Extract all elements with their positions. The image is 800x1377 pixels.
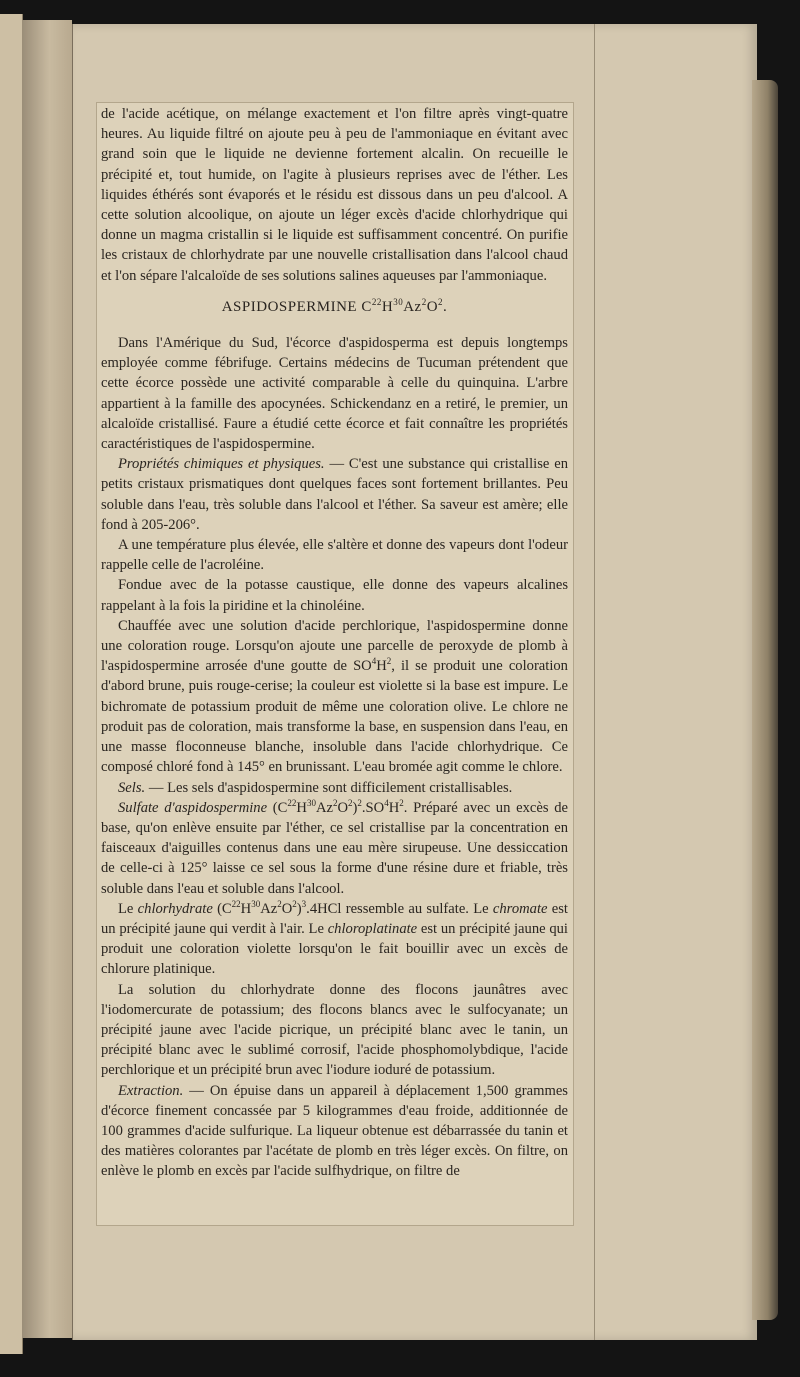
text-run: Chauffée avec une solution d'acide perchlorique, l'aspidospermine donne une coloration rouge. Lorsqu'on ajoute une parcelle de peroxyde de plomb à l'aspidospermine arrosée d'une goutte de SO [101, 617, 568, 675]
paragraph [101, 333, 568, 454]
text-run: 2 [421, 296, 427, 307]
text-run: ASPIDOSPERMINE C [221, 298, 372, 315]
page-fold-line [594, 24, 595, 1340]
text-run: 30 [393, 296, 404, 307]
text-run: .4HCl ressemble au sulfate. Le [306, 900, 493, 917]
facing-page-edge [0, 14, 23, 1354]
text-run: Sels. [118, 779, 146, 796]
text-run: est un précipité jaune qui verdit à l'air. Le [101, 900, 568, 937]
text-run: — C'est une substance qui cristallise en petits cristaux prismatiques dont quelques faces sont fortement brillantes. Peu soluble dans l'eau, très soluble dans l'alcool et l'éther. Sa saveur est amère; elle fond à 205-206°. [101, 456, 568, 533]
text-run: — Les sels d'aspidospermine sont difficilement cristallisables. [145, 779, 513, 796]
text-run: — On épuise dans un appareil à déplacement 1,500 grammes d'écorce finement concassée par 5 kilogrammes d'eau froide, additionnée de 100 grammes d'acide sulfurique. La liqueur obtenue est débarrassée du tanin et des matières colorantes par l'acétate de plomb en très léger excès. On filtre, on enlève le plomb en excès par l'acide sulfhydrique, on filtre de [101, 1082, 568, 1180]
text-run: O [426, 298, 439, 315]
paragraph [101, 575, 568, 615]
text-run: (C [267, 799, 288, 816]
text-run: O [337, 799, 349, 816]
page-block-edge [752, 80, 778, 1320]
paragraph [101, 798, 568, 899]
text-run: H [388, 799, 400, 816]
section-title [101, 297, 568, 317]
text-run: 2 [399, 797, 404, 808]
paragraph [101, 454, 568, 535]
paragraph [101, 616, 568, 778]
text-run: 2 [348, 797, 353, 808]
paragraph [101, 778, 568, 798]
text-run: 4 [371, 656, 377, 667]
text-run: , il se produit une coloration d'abord brune, puis rouge-cerise; la couleur est violette si la base est impure. Le bichromate de potassium produit de même une coloration olive. Le chlore ne produit pas de coloration, mais transforme la base, en suspension dans l'eau, en une masse floconneuse blanche, insoluble dans l'acide chlorhydrique. Ce composé chloré fond à 145° en brunissant. L'eau bromée agit comme le chlore. [101, 658, 568, 776]
text-run: H [376, 658, 387, 675]
text-run: (C [212, 900, 232, 917]
text-run: 2 [277, 898, 282, 909]
text-run: ) [296, 900, 302, 917]
text-run: H [240, 900, 252, 917]
text-run: Az [315, 799, 333, 816]
text-run: est un précipité jaune qui produit une coloration violette lorsqu'on le fait bouillir avec un excès de chlorure platinique. [101, 920, 568, 978]
text-run: ) [352, 799, 358, 816]
text-run: de l'acide acétique, on mélange exactement et l'on filtre après vingt-quatre heures. Au liquide filtré on ajoute peu à peu de l'ammoniaque en évitant avec grand soin que le liquide ne devienne fortement alcalin. On recueille le précipité et, tout humide, on l'agite à plusieurs reprises avec de l'éther. Les liquides éthérés sont évaporés et le résidu est dissous dans un peu d'alcool. A cette solution alcoolique, on ajoute un léger excès d'acide chlorhydrique qui donne un magma cristallin si le liquide est suffisamment concentré. On purifie les cristaux de chlorhydrate par une nouvelle cristallisation dans l'alcool chaud et l'on sépare l'alcaloïde de ses solutions salines aqueuses par l'ammoniaque. [101, 106, 568, 284]
text-run: 2 [386, 656, 392, 667]
text-run: H [296, 799, 307, 816]
text-run: Az [403, 298, 422, 315]
text-run: O [281, 900, 293, 917]
text-run: 22 [371, 296, 382, 307]
document-text [101, 104, 568, 1182]
text-run: chlorhydrate [137, 900, 213, 917]
text-run: Propriétés chimiques et physiques. [118, 456, 325, 473]
text-run: 4 [384, 797, 389, 808]
text-run: Az [260, 900, 278, 917]
text-run: 2 [438, 296, 444, 307]
paragraph [101, 1081, 568, 1182]
text-run: Extraction. [118, 1082, 184, 1099]
text-run: 22 [231, 898, 241, 909]
paragraph [101, 980, 568, 1081]
text-run: 22 [287, 797, 297, 808]
text-run: 3 [301, 898, 307, 909]
paragraph [101, 535, 568, 575]
text-run: 30 [306, 797, 316, 808]
text-run: 30 [251, 898, 261, 909]
text-run: A une température plus élevée, elle s'altère et donne des vapeurs dont l'odeur rappelle celle de l'acroléine. [101, 537, 568, 574]
text-run: H [381, 298, 394, 315]
book-gutter [22, 20, 72, 1338]
text-run: Le [118, 900, 138, 917]
paragraph [101, 899, 568, 980]
text-run: 2 [292, 898, 297, 909]
text-run: Sulfate d'aspidospermine [118, 799, 268, 816]
text-run: Fondue avec de la potasse caustique, elle donne des vapeurs alcalines rappelant à la fois la piridine et la chinoléine. [101, 577, 568, 614]
text-run: . Préparé avec un excès de base, qu'on enlève ensuite par l'éther, ce sel cristallise par la concentration en faisceaux d'aiguilles contenus dans une eau mère sirupeuse. Une dessiccation de celle-ci à 125° laisse ce sel sous la forme d'une résine dure et friable, très soluble dans l'eau et soluble dans l'alcool. [101, 799, 568, 897]
paragraph [101, 104, 568, 286]
text-run: . [443, 298, 448, 315]
text-run: chloroplatinate [327, 920, 418, 937]
text-run: chromate [492, 900, 548, 917]
text-run: La solution du chlorhydrate donne des flocons jaunâtres avec l'iodomercurate de potassium; des flocons blancs avec le sulfocyanate; un précipité jaune avec l'acide picrique, un précipité blanc avec le tanin, un précipité blanc avec le sublimé corrosif, l'acide phosphomolybdique, l'acide perchlorique et un précipité brun avec l'iodure ioduré de potassium. [101, 981, 568, 1079]
text-run: 2 [357, 797, 362, 808]
text-run: .SO [361, 799, 385, 816]
text-run: Dans l'Amérique du Sud, l'écorce d'aspidosperma est depuis longtemps employée comme fébrifuge. Certains médecins de Tucuman prétendent que cette écorce possède une activité comparable à celle du quinquina. L'arbre appartient à la famille des apocynées. Schickendanz en a retiré, le premier, un alcaloïde cristallisé. Faure a étudié cette écorce et fait connaître les propriétés caractéristiques de l'aspidospermine. [101, 335, 568, 453]
text-run: 2 [332, 797, 338, 808]
